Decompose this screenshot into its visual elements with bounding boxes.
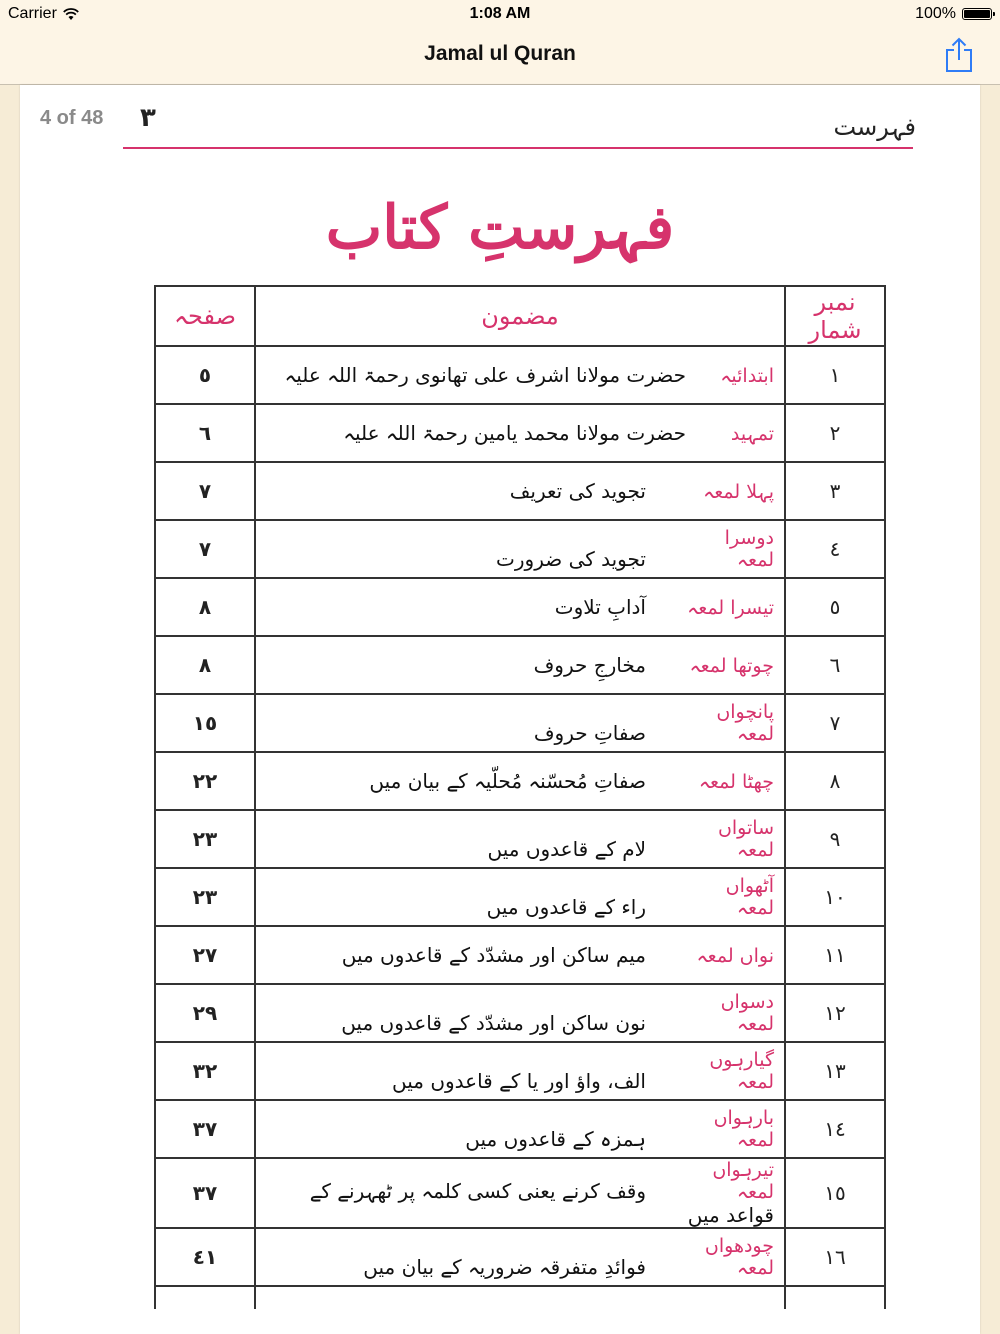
- toc-row[interactable]: [155, 694, 885, 752]
- toc-page-number: ٧: [155, 462, 255, 520]
- toc-entry: [255, 578, 785, 636]
- toc-page-number: ٤١: [155, 1228, 255, 1286]
- header-page: صفحہ: [155, 286, 255, 346]
- toc-row[interactable]: [155, 1042, 885, 1100]
- lesson-label: تیرہواں لمعہ: [712, 1159, 774, 1203]
- toc-row[interactable]: [155, 636, 885, 694]
- topic-text: فوائدِ متفرقہ ضروریہ کے بیان میں: [363, 1255, 646, 1279]
- toc-row[interactable]: [155, 926, 885, 984]
- lesson-label: پانچواں لمعہ: [716, 701, 774, 745]
- toc-row[interactable]: [155, 578, 885, 636]
- toc-row[interactable]: [155, 462, 885, 520]
- toc-row[interactable]: [155, 984, 885, 1042]
- status-right: [915, 5, 992, 23]
- status-time: 1:08 AM: [469, 5, 531, 22]
- battery-icon: [962, 8, 992, 20]
- lesson-label: دسواں لمعہ: [720, 991, 774, 1035]
- toc-serial-number: ١٣: [785, 1042, 885, 1100]
- toc-serial-number: ١: [785, 346, 885, 404]
- toc-entry: [255, 636, 785, 694]
- toc-entry: [255, 1158, 785, 1228]
- toc-page-number: ٧: [155, 520, 255, 578]
- toc-cell-partial: [785, 1286, 885, 1309]
- toc-serial-number: ١٦: [785, 1228, 885, 1286]
- lesson-label: آٹھواں لمعہ: [725, 875, 774, 919]
- toc-row[interactable]: [155, 1158, 885, 1228]
- toc-row[interactable]: [155, 520, 885, 578]
- toc-row[interactable]: [155, 346, 885, 404]
- page-counter: 4 of 48: [40, 107, 104, 129]
- toc-serial-number: ٨: [785, 752, 885, 810]
- lesson-label: ابتدائیہ: [720, 365, 774, 387]
- toc-page-number: ٢٣: [155, 868, 255, 926]
- toc-serial-number: ١٠: [785, 868, 885, 926]
- toc-page-number: ٢٧: [155, 926, 255, 984]
- toc-entry: [255, 926, 785, 984]
- page-number: ٣: [140, 103, 156, 133]
- lesson-label: تیسرا لمعہ: [687, 597, 774, 619]
- lesson-label: چھٹا لمعہ: [698, 771, 774, 793]
- toc-table: [154, 285, 886, 1309]
- lesson-label: تمہید: [730, 423, 774, 445]
- toc-row[interactable]: [155, 868, 885, 926]
- lesson-label: چودھواں لمعہ: [704, 1235, 774, 1279]
- lesson-label: پہلا لمعہ: [703, 481, 774, 503]
- toc-serial-number: ٣: [785, 462, 885, 520]
- toc-page-number: ٣٧: [155, 1158, 255, 1228]
- toc-row[interactable]: [155, 810, 885, 868]
- toc-page-number: ٦: [155, 404, 255, 462]
- topic-text: صفاتِ حروف: [533, 721, 646, 745]
- toc-page-number: ٣٢: [155, 1042, 255, 1100]
- toc-row-partial: [155, 1286, 885, 1309]
- toc-header-row: [155, 286, 885, 346]
- topic-text: مخارجِ حروف: [533, 653, 646, 677]
- toc-entry: [255, 752, 785, 810]
- toc-serial-number: ١٥: [785, 1158, 885, 1228]
- toc-entry: [255, 1042, 785, 1100]
- toc-page-number: ٢٢: [155, 752, 255, 810]
- toc-page-number: ٨: [155, 636, 255, 694]
- toc-serial-number: ٥: [785, 578, 885, 636]
- toc-page-number: ٣٧: [155, 1100, 255, 1158]
- topic-text: راء کے قاعدوں میں: [486, 895, 646, 919]
- topic-text: ہمزہ کے قاعدوں میں: [465, 1127, 646, 1151]
- lesson-label: نواں لمعہ: [696, 945, 774, 967]
- toc-page-number: ١٥: [155, 694, 255, 752]
- topic-text: میم ساکن اور مشدّد کے قاعدوں میں: [341, 943, 646, 967]
- toc-row[interactable]: [155, 1100, 885, 1158]
- toc-cell-partial: [255, 1286, 785, 1309]
- toc-entry: [255, 520, 785, 578]
- toc-page-number: ٢٩: [155, 984, 255, 1042]
- header-rule: [123, 147, 913, 149]
- share-icon[interactable]: [942, 36, 976, 74]
- toc-serial-number: ٦: [785, 636, 885, 694]
- topic-text: صفاتِ مُحسّنہ مُحلّیہ کے بیان میں: [369, 769, 646, 793]
- topic-text: وقف کرنے یعنی کسی کلمہ پر ٹھہرنے کے قواعد میں: [309, 1179, 774, 1227]
- toc-entry: [255, 462, 785, 520]
- topic-text: تجوید کی ضرورت: [496, 547, 646, 571]
- toc-entry: [255, 984, 785, 1042]
- header-num: نمبر شمار: [785, 286, 885, 346]
- toc-row[interactable]: [155, 752, 885, 810]
- topic-text: نون ساکن اور مشدّد کے قاعدوں میں: [341, 1011, 646, 1035]
- topic-text: حضرت مولانا اشرف علی تھانوی رحمۃ اللہ علیہ: [284, 363, 686, 387]
- toc-entry: [255, 868, 785, 926]
- toc-serial-number: ٢: [785, 404, 885, 462]
- toc-row[interactable]: [155, 404, 885, 462]
- toc-page-number: ٢٣: [155, 810, 255, 868]
- topic-text: آدابِ تلاوت: [554, 595, 646, 619]
- toc-serial-number: ٤: [785, 520, 885, 578]
- toc-serial-number: ١١: [785, 926, 885, 984]
- topic-text: تجوید کی تعریف: [509, 479, 646, 503]
- header-topic: مضمون: [255, 286, 785, 346]
- topic-text: لام کے قاعدوں میں: [487, 837, 646, 861]
- navigation-bar: [0, 28, 1000, 85]
- toc-page-number: ٥: [155, 346, 255, 404]
- book-page[interactable]: [20, 85, 980, 1334]
- lesson-label: بارہواں لمعہ: [713, 1107, 774, 1151]
- running-head: فہرست: [833, 113, 916, 141]
- toc-entry: [255, 694, 785, 752]
- nav-title: Jamal ul Quran: [424, 42, 576, 65]
- book-title: فہرستِ کتاب: [325, 193, 675, 263]
- lesson-label: چوتھا لمعہ: [689, 655, 774, 677]
- battery-percent: 100%: [915, 5, 956, 22]
- topic-text: الف، واؤ اور یا کے قاعدوں میں: [391, 1069, 646, 1093]
- topic-text: حضرت مولانا محمد یامین رحمۃ اللہ علیہ: [343, 421, 686, 445]
- toc-serial-number: ٧: [785, 694, 885, 752]
- toc-serial-number: ٩: [785, 810, 885, 868]
- toc-body: [155, 346, 885, 1309]
- reader-area[interactable]: [0, 85, 1000, 1334]
- lesson-label: ساتواں لمعہ: [717, 817, 774, 861]
- toc-serial-number: ١٢: [785, 984, 885, 1042]
- toc-cell-partial: [155, 1286, 255, 1309]
- toc-entry: [255, 1100, 785, 1158]
- toc-entry: [255, 1228, 785, 1286]
- toc-entry: [255, 810, 785, 868]
- toc-entry: [255, 404, 785, 462]
- lesson-label: گیارہوں لمعہ: [709, 1049, 774, 1093]
- toc-serial-number: ١٤: [785, 1100, 885, 1158]
- lesson-label: دوسرا لمعہ: [724, 527, 774, 571]
- toc-entry: [255, 346, 785, 404]
- carrier-label: Carrier: [8, 5, 57, 22]
- status-bar: [0, 0, 1000, 28]
- toc-row[interactable]: [155, 1228, 885, 1286]
- toc-page-number: ٨: [155, 578, 255, 636]
